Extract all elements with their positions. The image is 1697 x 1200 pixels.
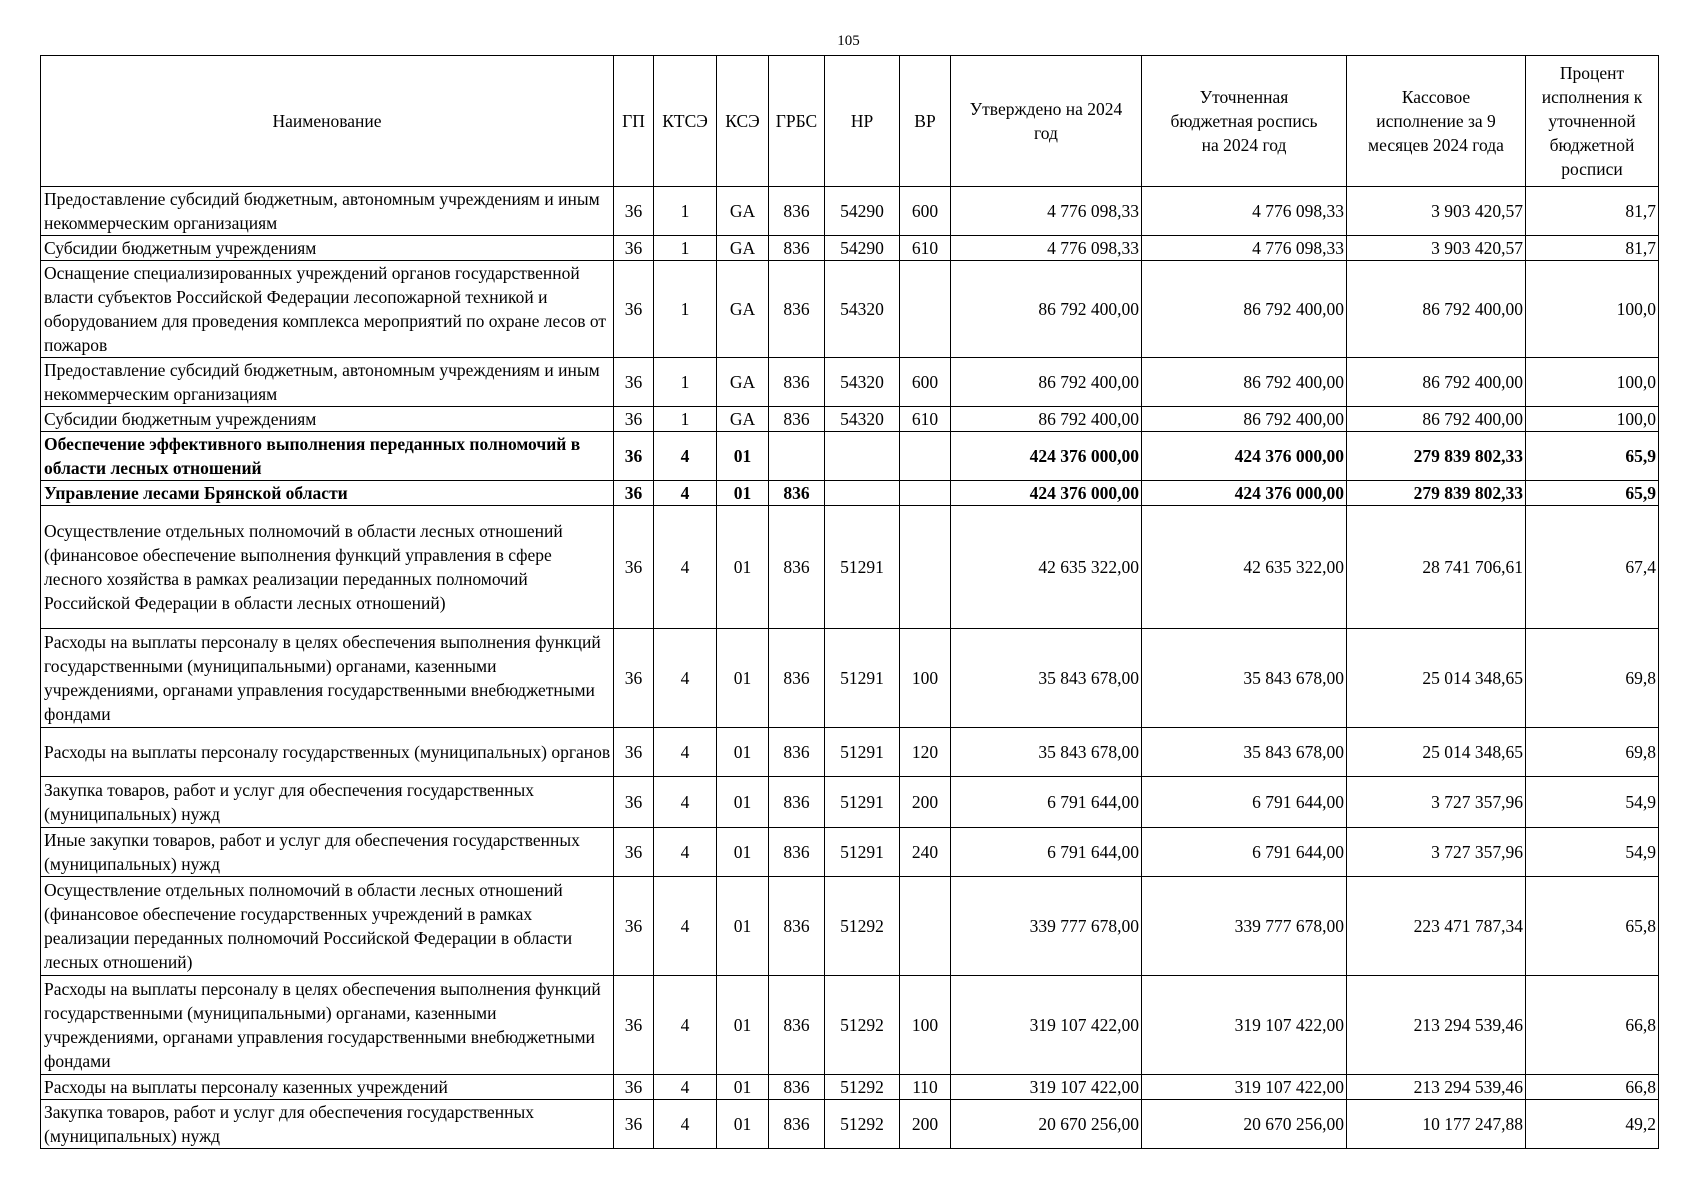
cell-kse: 01	[717, 728, 769, 777]
cell-percent: 65,9	[1526, 481, 1659, 506]
cell-nr: 51292	[825, 1075, 900, 1100]
cell-nr: 54320	[825, 358, 900, 407]
cell-approved: 6 791 644,00	[951, 777, 1142, 828]
cell-gp: 36	[614, 432, 654, 481]
cell-refined: 86 792 400,00	[1142, 358, 1347, 407]
cell-kse: 01	[717, 506, 769, 629]
cell-kse: 01	[717, 481, 769, 506]
cell-grbs: 836	[769, 481, 825, 506]
cell-name: Осуществление отдельных полномочий в области лесных отношений (финансовое обеспечение государственных учреждений в рамках реализации переданных полномочий Российской Федерации в области лесных отношений)	[41, 877, 614, 976]
cell-percent: 69,8	[1526, 629, 1659, 728]
header-percent: Процент исполнения к уточненной бюджетной росписи	[1526, 56, 1659, 187]
cell-cash: 3 727 357,96	[1347, 777, 1526, 828]
cell-approved: 319 107 422,00	[951, 976, 1142, 1075]
cell-gp: 36	[614, 976, 654, 1075]
cell-refined: 424 376 000,00	[1142, 432, 1347, 481]
cell-ktse: 4	[654, 481, 717, 506]
cell-approved: 319 107 422,00	[951, 1075, 1142, 1100]
cell-cash: 25 014 348,65	[1347, 629, 1526, 728]
cell-cash: 213 294 539,46	[1347, 976, 1526, 1075]
cell-cash: 25 014 348,65	[1347, 728, 1526, 777]
cell-nr: 51291	[825, 629, 900, 728]
cell-ktse: 1	[654, 236, 717, 261]
cell-refined: 4 776 098,33	[1142, 236, 1347, 261]
cell-percent: 66,8	[1526, 976, 1659, 1075]
cell-ktse: 1	[654, 358, 717, 407]
cell-grbs: 836	[769, 777, 825, 828]
header-refined: Уточненная бюджетная роспись на 2024 год	[1142, 56, 1347, 187]
cell-cash: 86 792 400,00	[1347, 261, 1526, 358]
table-row	[41, 358, 1659, 407]
cell-ktse: 4	[654, 506, 717, 629]
cell-percent: 81,7	[1526, 236, 1659, 261]
cell-grbs: 836	[769, 728, 825, 777]
header-ktse: КТСЭ	[654, 56, 717, 187]
cell-grbs: 836	[769, 506, 825, 629]
table-row	[41, 187, 1659, 236]
header-vr: ВР	[900, 56, 951, 187]
cell-grbs: 836	[769, 828, 825, 877]
cell-nr: 51291	[825, 828, 900, 877]
page-number: 105	[837, 33, 860, 49]
cell-percent: 54,9	[1526, 828, 1659, 877]
table-row	[41, 828, 1659, 877]
cell-kse: GA	[717, 236, 769, 261]
cell-refined: 20 670 256,00	[1142, 1100, 1347, 1149]
cell-cash: 223 471 787,34	[1347, 877, 1526, 976]
cell-approved: 86 792 400,00	[951, 358, 1142, 407]
cell-ktse: 1	[654, 187, 717, 236]
cell-percent: 100,0	[1526, 407, 1659, 432]
cell-nr: 51291	[825, 506, 900, 629]
table-row	[41, 1100, 1659, 1149]
cell-grbs: 836	[769, 629, 825, 728]
cell-nr: 51292	[825, 976, 900, 1075]
cell-grbs: 836	[769, 358, 825, 407]
cell-cash: 28 741 706,61	[1347, 506, 1526, 629]
cell-kse: GA	[717, 187, 769, 236]
cell-kse: GA	[717, 358, 769, 407]
cell-vr: 240	[900, 828, 951, 877]
cell-vr: 200	[900, 1100, 951, 1149]
cell-vr: 610	[900, 407, 951, 432]
table-row	[41, 1075, 1659, 1100]
table-row	[41, 432, 1659, 481]
cell-percent: 100,0	[1526, 358, 1659, 407]
cell-name: Предоставление субсидий бюджетным, автономным учреждениям и иным некоммерческим организациям	[41, 358, 614, 407]
cell-refined: 6 791 644,00	[1142, 777, 1347, 828]
cell-vr: 120	[900, 728, 951, 777]
cell-approved: 86 792 400,00	[951, 407, 1142, 432]
cell-ktse: 4	[654, 777, 717, 828]
cell-percent: 49,2	[1526, 1100, 1659, 1149]
cell-grbs: 836	[769, 1075, 825, 1100]
cell-cash: 213 294 539,46	[1347, 1075, 1526, 1100]
cell-percent: 81,7	[1526, 187, 1659, 236]
cell-nr: 54290	[825, 187, 900, 236]
cell-gp: 36	[614, 407, 654, 432]
cell-cash: 3 903 420,57	[1347, 187, 1526, 236]
cell-ktse: 4	[654, 828, 717, 877]
table-row	[41, 506, 1659, 629]
cell-approved: 339 777 678,00	[951, 877, 1142, 976]
table-row	[41, 877, 1659, 976]
cell-nr: 51291	[825, 777, 900, 828]
cell-refined: 424 376 000,00	[1142, 481, 1347, 506]
cell-cash: 279 839 802,33	[1347, 432, 1526, 481]
cell-kse: 01	[717, 1100, 769, 1149]
cell-approved: 42 635 322,00	[951, 506, 1142, 629]
header-name: Наименование	[41, 56, 614, 187]
cell-kse: GA	[717, 261, 769, 358]
table-row	[41, 407, 1659, 432]
cell-nr	[825, 481, 900, 506]
cell-name: Осуществление отдельных полномочий в области лесных отношений (финансовое обеспечение выполнения функций управления в сфере лесного хозяйства в рамках реализации переданных полномочий Российской Федерации в области лесных отношений)	[41, 506, 614, 629]
cell-cash: 3 903 420,57	[1347, 236, 1526, 261]
cell-gp: 36	[614, 506, 654, 629]
cell-cash: 10 177 247,88	[1347, 1100, 1526, 1149]
cell-vr: 200	[900, 777, 951, 828]
cell-refined: 86 792 400,00	[1142, 261, 1347, 358]
cell-percent: 69,8	[1526, 728, 1659, 777]
cell-name: Субсидии бюджетным учреждениям	[41, 407, 614, 432]
cell-gp: 36	[614, 261, 654, 358]
cell-approved: 424 376 000,00	[951, 481, 1142, 506]
cell-nr: 51292	[825, 877, 900, 976]
cell-nr: 54320	[825, 407, 900, 432]
table-row	[41, 236, 1659, 261]
cell-name: Закупка товаров, работ и услуг для обеспечения государственных (муниципальных) нужд	[41, 1100, 614, 1149]
cell-name: Субсидии бюджетным учреждениям	[41, 236, 614, 261]
cell-ktse: 4	[654, 728, 717, 777]
cell-ktse: 4	[654, 877, 717, 976]
cell-vr	[900, 877, 951, 976]
cell-grbs: 836	[769, 236, 825, 261]
cell-ktse: 1	[654, 407, 717, 432]
cell-grbs: 836	[769, 187, 825, 236]
cell-nr	[825, 432, 900, 481]
cell-cash: 86 792 400,00	[1347, 358, 1526, 407]
cell-vr	[900, 506, 951, 629]
table-body	[41, 187, 1659, 1149]
cell-grbs: 836	[769, 976, 825, 1075]
cell-gp: 36	[614, 877, 654, 976]
cell-name: Оснащение специализированных учреждений органов государственной власти субъектов Российской Федерации лесопожарной техникой и оборудованием для проведения комплекса мероприятий по охране лесов от пожаров	[41, 261, 614, 358]
cell-grbs: 836	[769, 1100, 825, 1149]
budget-table	[40, 55, 1659, 1149]
cell-approved: 4 776 098,33	[951, 236, 1142, 261]
cell-ktse: 4	[654, 629, 717, 728]
cell-name: Управление лесами Брянской области	[41, 481, 614, 506]
cell-nr: 51291	[825, 728, 900, 777]
cell-vr: 100	[900, 976, 951, 1075]
cell-grbs: 836	[769, 261, 825, 358]
cell-gp: 36	[614, 1100, 654, 1149]
cell-cash: 86 792 400,00	[1347, 407, 1526, 432]
table-row	[41, 629, 1659, 728]
cell-vr: 600	[900, 187, 951, 236]
header-gp: ГП	[614, 56, 654, 187]
cell-grbs: 836	[769, 877, 825, 976]
cell-name: Расходы на выплаты персоналу в целях обеспечения выполнения функций государственными (муниципальными) органами, казенными учреждениями, органами управления государственными внебюджетными фондами	[41, 629, 614, 728]
cell-gp: 36	[614, 1075, 654, 1100]
cell-kse: GA	[717, 407, 769, 432]
table-row	[41, 261, 1659, 358]
cell-grbs: 836	[769, 407, 825, 432]
cell-approved: 86 792 400,00	[951, 261, 1142, 358]
cell-refined: 42 635 322,00	[1142, 506, 1347, 629]
header-nr: НР	[825, 56, 900, 187]
cell-vr: 110	[900, 1075, 951, 1100]
cell-vr: 100	[900, 629, 951, 728]
cell-gp: 36	[614, 777, 654, 828]
cell-gp: 36	[614, 828, 654, 877]
cell-approved: 35 843 678,00	[951, 728, 1142, 777]
cell-vr	[900, 432, 951, 481]
cell-name: Закупка товаров, работ и услуг для обеспечения государственных (муниципальных) нужд	[41, 777, 614, 828]
cell-nr: 51292	[825, 1100, 900, 1149]
table-row	[41, 481, 1659, 506]
cell-approved: 35 843 678,00	[951, 629, 1142, 728]
cell-kse: 01	[717, 877, 769, 976]
cell-approved: 4 776 098,33	[951, 187, 1142, 236]
header-approved: Утверждено на 2024 год	[951, 56, 1142, 187]
cell-percent: 66,8	[1526, 1075, 1659, 1100]
cell-refined: 6 791 644,00	[1142, 828, 1347, 877]
cell-grbs	[769, 432, 825, 481]
cell-kse: 01	[717, 976, 769, 1075]
header-kse: КСЭ	[717, 56, 769, 187]
table-row	[41, 728, 1659, 777]
cell-name: Расходы на выплаты персоналу государственных (муниципальных) органов	[41, 728, 614, 777]
cell-ktse: 4	[654, 1075, 717, 1100]
cell-name: Расходы на выплаты персоналу в целях обеспечения выполнения функций государственными (муниципальными) органами, казенными учреждениями, органами управления государственными внебюджетными фондами	[41, 976, 614, 1075]
header-cash: Кассовое исполнение за 9 месяцев 2024 года	[1347, 56, 1526, 187]
cell-kse: 01	[717, 1075, 769, 1100]
cell-refined: 319 107 422,00	[1142, 976, 1347, 1075]
cell-nr: 54320	[825, 261, 900, 358]
cell-approved: 6 791 644,00	[951, 828, 1142, 877]
cell-name: Предоставление субсидий бюджетным, автономным учреждениям и иным некоммерческим организациям	[41, 187, 614, 236]
cell-percent: 100,0	[1526, 261, 1659, 358]
table-row	[41, 976, 1659, 1075]
cell-gp: 36	[614, 358, 654, 407]
cell-vr	[900, 481, 951, 506]
cell-nr: 54290	[825, 236, 900, 261]
cell-kse: 01	[717, 629, 769, 728]
cell-gp: 36	[614, 728, 654, 777]
cell-ktse: 4	[654, 432, 717, 481]
cell-kse: 01	[717, 432, 769, 481]
cell-percent: 54,9	[1526, 777, 1659, 828]
table-header-row	[41, 56, 1659, 187]
cell-approved: 20 670 256,00	[951, 1100, 1142, 1149]
cell-refined: 4 776 098,33	[1142, 187, 1347, 236]
cell-gp: 36	[614, 187, 654, 236]
cell-vr: 600	[900, 358, 951, 407]
cell-percent: 67,4	[1526, 506, 1659, 629]
cell-gp: 36	[614, 236, 654, 261]
cell-name: Обеспечение эффективного выполнения переданных полномочий в области лесных отношений	[41, 432, 614, 481]
cell-refined: 35 843 678,00	[1142, 728, 1347, 777]
cell-cash: 3 727 357,96	[1347, 828, 1526, 877]
cell-name: Иные закупки товаров, работ и услуг для обеспечения государственных (муниципальных) нужд	[41, 828, 614, 877]
cell-refined: 339 777 678,00	[1142, 877, 1347, 976]
cell-cash: 279 839 802,33	[1347, 481, 1526, 506]
cell-refined: 35 843 678,00	[1142, 629, 1347, 728]
cell-gp: 36	[614, 629, 654, 728]
cell-ktse: 1	[654, 261, 717, 358]
cell-percent: 65,8	[1526, 877, 1659, 976]
cell-kse: 01	[717, 828, 769, 877]
cell-approved: 424 376 000,00	[951, 432, 1142, 481]
header-grbs: ГРБС	[769, 56, 825, 187]
cell-refined: 86 792 400,00	[1142, 407, 1347, 432]
table-row	[41, 777, 1659, 828]
cell-percent: 65,9	[1526, 432, 1659, 481]
cell-refined: 319 107 422,00	[1142, 1075, 1347, 1100]
cell-gp: 36	[614, 481, 654, 506]
cell-vr	[900, 261, 951, 358]
cell-ktse: 4	[654, 976, 717, 1075]
cell-kse: 01	[717, 777, 769, 828]
cell-name: Расходы на выплаты персоналу казенных учреждений	[41, 1075, 614, 1100]
cell-vr: 610	[900, 236, 951, 261]
cell-ktse: 4	[654, 1100, 717, 1149]
